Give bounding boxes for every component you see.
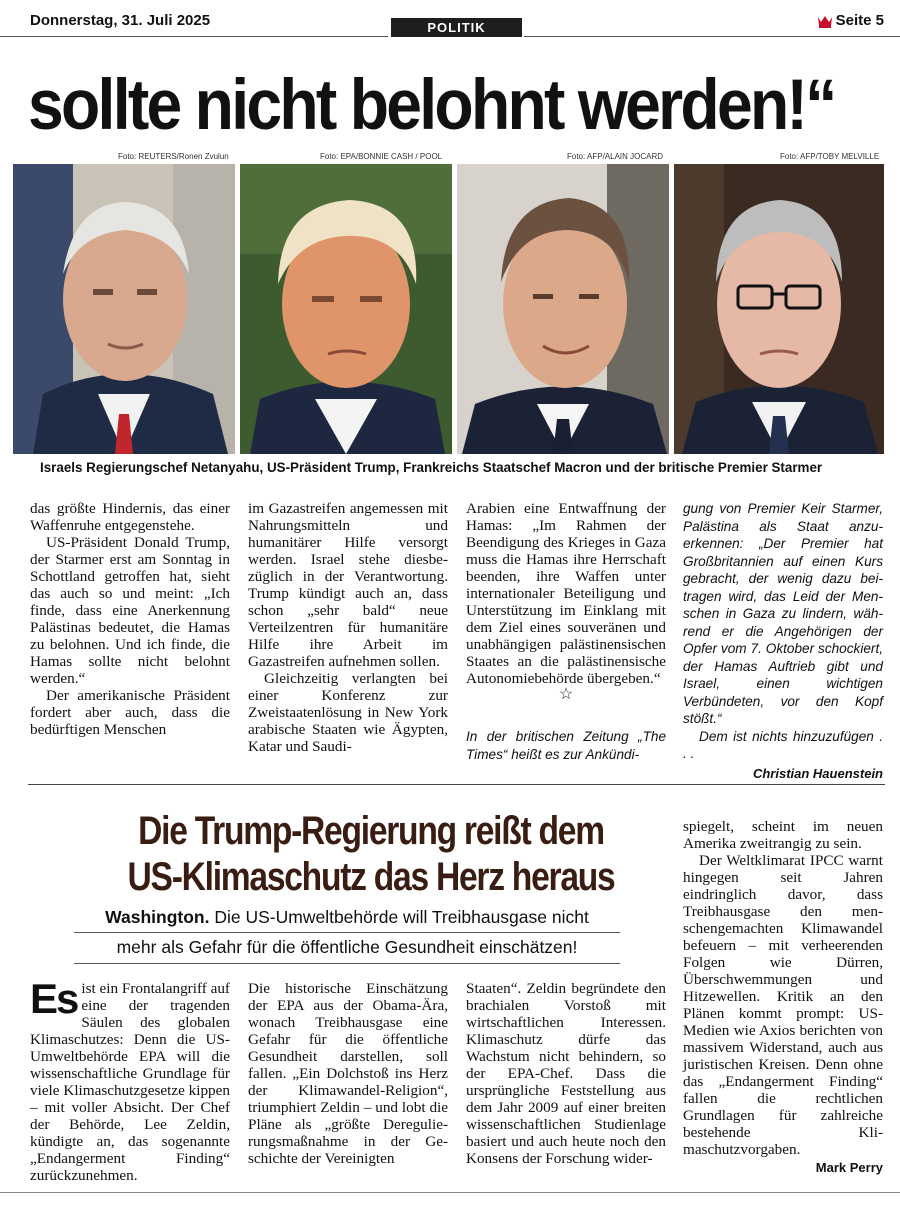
page-number: Seite 5 (835, 12, 884, 29)
photo-caption: Israels Regierungschef Netanyahu, US-Präsident Trump, Frankreichs Staatschef Macron und der britische Premier Starmer (40, 460, 823, 475)
subhead-rule (74, 963, 620, 964)
photo-credit-1: Foto: REUTERS/Ronen Zvulun (118, 152, 229, 161)
subhead-line-2: mehr als Gefahr für die öffentliche Gesundheit einschätzen! (116, 937, 578, 957)
paragraph: ist ein Frontalangriff auf eine der tragenden Säulen des globalen Klimaschutzes: Denn die US-Umweltbehörde EPA will die wissenschaftliche Grundlage für viele Klimaschutzgesetze kippen – mit voller Absicht. Der Chef der Behörde, Lee Zeldin, kündigte an, das sogenannte „Endangerment Finding“ zurückzunehmen. (30, 980, 230, 1184)
paragraph: Die historische Einschätzung der EPA aus der Obama-Ära, wonach Treibhausgase eine Gefahr für die öffentliche Gesundheit darstellen, soll fallen. „Ein Dolchstoß ins Herz der Klimawandel-Religion“, triumphiert Zeldin – und lobt die Pläne als „größte Deregulierungsmaßnahme in der Geschichte der Vereinigten (248, 980, 448, 1167)
paragraph: Arabien eine Entwaffnung der Hamas: „Im Rahmen der Beendigung des Krieges in Gaza muss die Hamas ihre Herrschaft beenden, ihre Waffen unter internationaler Beteiligung und Unterstützung im Einklang mit dem Ziel eines souveränen und unabhängigen palästinensischen Staates an die palästinensische Autonomiebehörde übergeben.“ (466, 500, 666, 687)
page-bottom-rule (0, 1192, 900, 1193)
subhead-line-1 (74, 902, 620, 932)
paragraph: Dem ist nichts hinzuzufügen . . . (683, 728, 883, 761)
story2-column-4 (683, 818, 883, 1176)
drop-cap: Es (30, 975, 78, 1022)
section-label: POLITIK (391, 18, 522, 37)
paragraph: In der britischen Zeitung „The Times“ heißt es zur Ankündi- (466, 729, 666, 762)
photo-credit-4: Foto: AFP/TOBY MELVILLE (780, 152, 880, 161)
story1-column-4 (683, 500, 883, 782)
story2-column-3 (466, 980, 666, 1167)
headline-story2 (123, 808, 619, 900)
headline-top: sollte nicht belohnt werden!“ (28, 66, 835, 145)
paragraph: gung von Premier Keir Starmer, Palästina als Staat anzuerkennen: „Der Premier hat Großbritannien auf einen Kurs gebracht, der wenig dazu beitragen wird, das Leid der Menschen in Gaza zu lindern, während er die Angehörigen der Opfer vom 7. Oktober schockiert, der Hamas Auftrieb gibt und Israel, einen wichtigen Verbündeten, vor den Kopf stößt.“ (683, 501, 883, 726)
issue-date: Donnerstag, 31. Juli 2025 (30, 12, 211, 29)
paragraph: Der amerikanische Präsident fordert aber auch, dass die bedürftigen Menschen (30, 687, 230, 738)
crown-icon (817, 14, 833, 28)
portrait-macron (457, 164, 669, 454)
author-byline: Christian Hauenstein (752, 765, 883, 781)
dateline: Washington. (105, 907, 210, 927)
photo-credit-2: Foto: EPA/BONNIE CASH / POOL (320, 152, 443, 161)
story2-column-1 (30, 975, 230, 1184)
paragraph: im Gazastreifen angemessen mit Nahrungsmitteln und humanitärer Hilfe versorgt werden. Israel stehe diesbezüglich in der Verantwortung. Trump kündigt auch an, dass schon „sehr bald“ neue Verteilzentren für humanitäre Hilfe ihre Arbeit im Gazastreifen aufnehmen sollen. (248, 500, 448, 670)
story1-column-3-quote (466, 728, 666, 763)
author-byline: Mark Perry (815, 1160, 883, 1175)
page-header (0, 0, 900, 38)
headline-line: US-Klimaschutz das Herz heraus (127, 855, 615, 899)
story1-column-2 (248, 500, 448, 755)
paragraph: Gleichzeitig verlangten bei einer Konferenz zur Zweistaatenlösung in New York arabische Staaten wie Ägypten, Katar und Saudi- (248, 670, 448, 755)
paragraph: das größte Hindernis, das einer Waffenruhe entgegenstehe. (30, 500, 230, 534)
story2-column-2 (248, 980, 448, 1167)
photo-credit-3: Foto: AFP/ALAIN JOCARD (567, 152, 664, 161)
story1-column-3 (466, 500, 666, 703)
star-icon: ☆ (558, 686, 574, 703)
portrait-trump (240, 164, 452, 454)
portrait-starmer (674, 164, 884, 454)
portrait-netanyahu (13, 164, 235, 454)
paragraph: spiegelt, scheint im neuen Amerika zweitrangig zu sein. (683, 818, 883, 852)
story1-column-1 (30, 500, 230, 738)
header-rule-left (0, 36, 388, 37)
header-rule-right (524, 36, 900, 37)
story-divider (28, 784, 885, 785)
paragraph: Der Weltklimarat IPCC warnt hingegen seit Jahren eindringlich davor, dass Treibhausgase den menschengemachten Klimawandel befeuern – mit verheerenden Folgen wie Dürren, Überschwemmungen und Hitzewellen. Kritik an den Plänen kommt prompt: US-Medien wie Axios berichten von massivem Widerstand, auch aus juristischen Kreisen. Denn ohne das „Endangerment Finding“ fallen die rechtlichen Grundlagen für zahlreiche bestehende Klimaschutzvorgaben. (683, 852, 883, 1158)
headline-line: Die Trump-Regierung reißt dem (138, 809, 604, 853)
paragraph: US-Präsident Donald Trump, der Starmer erst am Sonntag in Schottland getroffen hat, sieht das auch so und meint: „Ich finde, dass eine Anerkennung Palästinas bedeutet, die Hamas zu belohnen. Und ich finde, die Hamas sollte nicht belohnt werden.“ (30, 534, 230, 687)
subhead-text: Die US-Umweltbehörde will Treibhausgase nicht (214, 907, 589, 927)
paragraph: Staaten“. Zeldin begründete den brachialen Vorstoß mit wirtschaftlichen Interessen. Klimaschutz dürfe das Wachstum nicht behindern, so der EPA-Chef. Dass die ursprüngliche Feststellung aus dem Jahr 2009 auf einer breiten wissenschaftlichen Studienlage basiert und auch heute noch den Konsens der Forschung wider- (466, 980, 666, 1167)
